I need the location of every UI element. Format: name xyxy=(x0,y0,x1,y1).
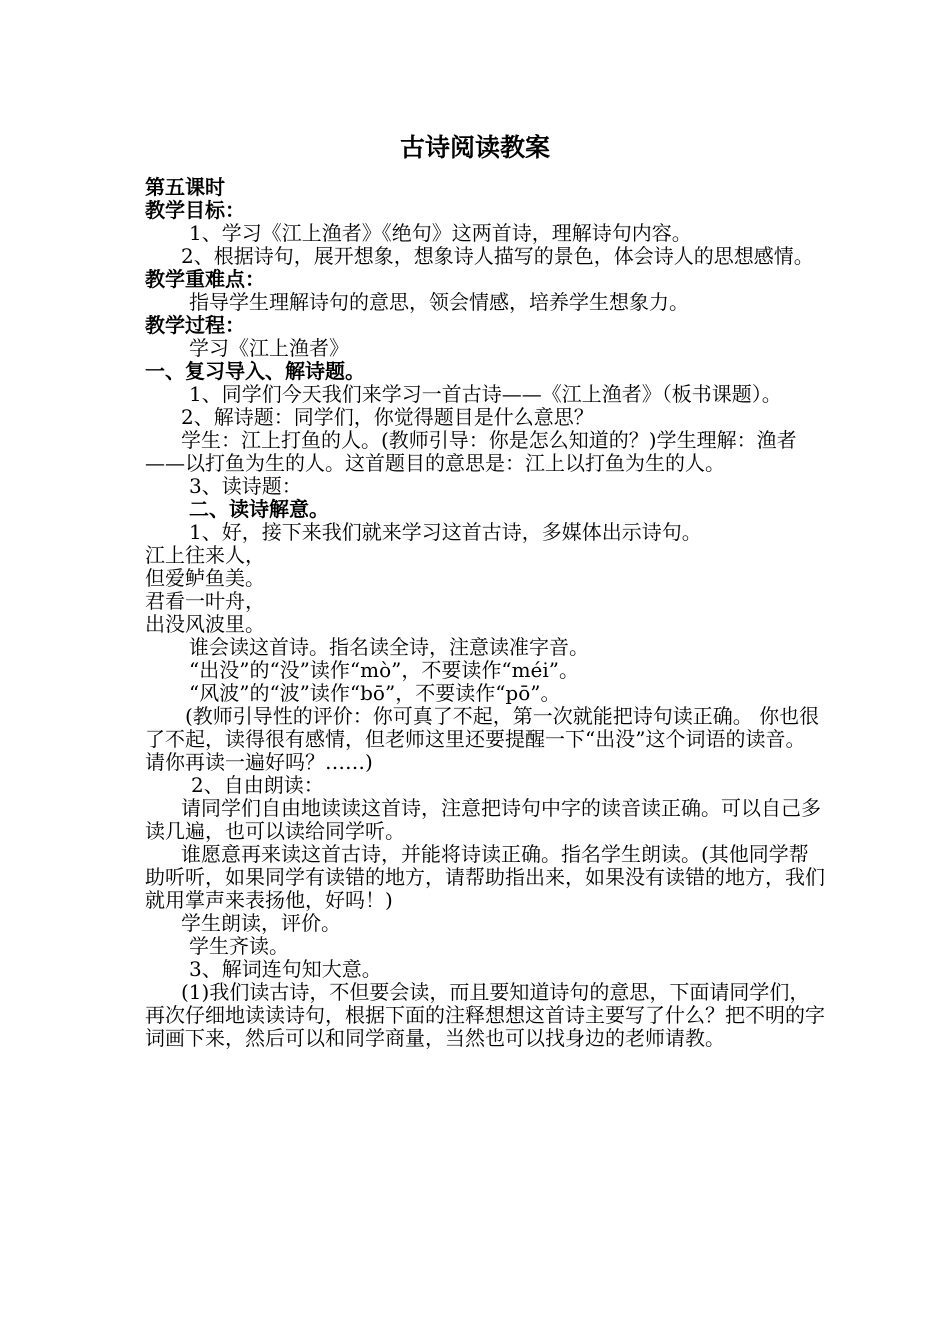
section-heading: 教学重难点： xyxy=(145,267,265,291)
paragraph-line: (教师引导性的评价：你可真了不起，第一次就能把诗句读正确。 你也很了不起，读得很有感情，但老师这里还要提醒一下“出没”这个词语的读音。请你再读一遍好吗？……) xyxy=(145,704,820,774)
paragraph-line: 2、解诗题：同学们，你觉得题目是什么意思？ xyxy=(181,405,594,429)
paragraph-line: 2、根据诗句，展开想象，想象诗人描写的景色，体会诗人的思想感情。 xyxy=(181,244,814,268)
document-title: 古诗阅读教案 xyxy=(399,133,550,162)
paragraph-line: 谁愿意再来读这首古诗，并能将诗读正确。指名学生朗读。(其他同学帮助听听，如果同学有读错的地方，请帮助指出来，如果没有读错的地方，我们就用掌声来表扬他，好吗！) xyxy=(145,842,825,912)
paragraph-line: 学生：江上打鱼的人。(教师引导：你是怎么知道的？)学生理解：渔者——以打鱼为生的人。这首题目的意思是：江上以打鱼为生的人。 xyxy=(145,428,797,475)
paragraph-line: 3、读诗题： xyxy=(189,474,302,498)
paragraph-line: 但爱鲈鱼美。 xyxy=(145,566,265,590)
section-heading: 教学目标： xyxy=(145,198,245,222)
paragraph-line: 3、解词连句知大意。 xyxy=(189,957,382,981)
paragraph-line: 学生朗读，评价。 xyxy=(181,911,341,935)
paragraph-line: 1、学习《江上渔者》《绝句》这两首诗，理解诗句内容。 xyxy=(189,221,692,245)
paragraph-line: “出没”的“没”读作“mò”，不要读作“méi”。 xyxy=(189,658,579,682)
paragraph-line: 2、自由朗读： xyxy=(191,773,324,797)
paragraph-line: 1、同学们今天我们来学习一首古诗——《江上渔者》（板书课题）。 xyxy=(189,382,782,406)
paragraph-line: 1、好，接下来我们就来学习这首古诗，多媒体出示诗句。 xyxy=(189,520,702,544)
section-heading: 第五课时 xyxy=(145,175,225,199)
paragraph-line: 谁会读这首诗。指名读全诗，注意读准字音。 xyxy=(189,635,589,659)
paragraph-line: 江上往来人， xyxy=(145,543,265,567)
paragraph-line: 学习《江上渔者》 xyxy=(189,336,349,360)
paragraph-line: (1)我们读古诗，不但要会读，而且要知道诗句的意思，下面请同学们，再次仔细地读读诗句，根据下面的注释想想这首诗主要写了什么？把不明的字词画下来，然后可以和同学商量，当然也可以找身边的老师请教。 xyxy=(145,980,825,1050)
paragraph-line: 请同学们自由地读读这首诗，注意把诗句中字的读音读正确。可以自己多读几遍，也可以读给同学听。 xyxy=(145,796,821,843)
paragraph-line: 指导学生理解诗句的意思，领会情感，培养学生想象力。 xyxy=(189,290,689,314)
document-body xyxy=(145,176,825,1050)
paragraph-line: 学生齐读。 xyxy=(189,934,289,958)
section-heading: 教学过程： xyxy=(145,313,245,337)
paragraph-line: 君看一叶舟， xyxy=(145,589,265,613)
paragraph-line: 出没风波里。 xyxy=(145,612,265,636)
section-heading: 一、复习导入、解诗题。 xyxy=(145,359,365,383)
section-heading: 二、读诗解意。 xyxy=(189,497,329,521)
paragraph-line: “风波”的“波”读作“bō”，不要读作“pō”。 xyxy=(189,681,561,705)
